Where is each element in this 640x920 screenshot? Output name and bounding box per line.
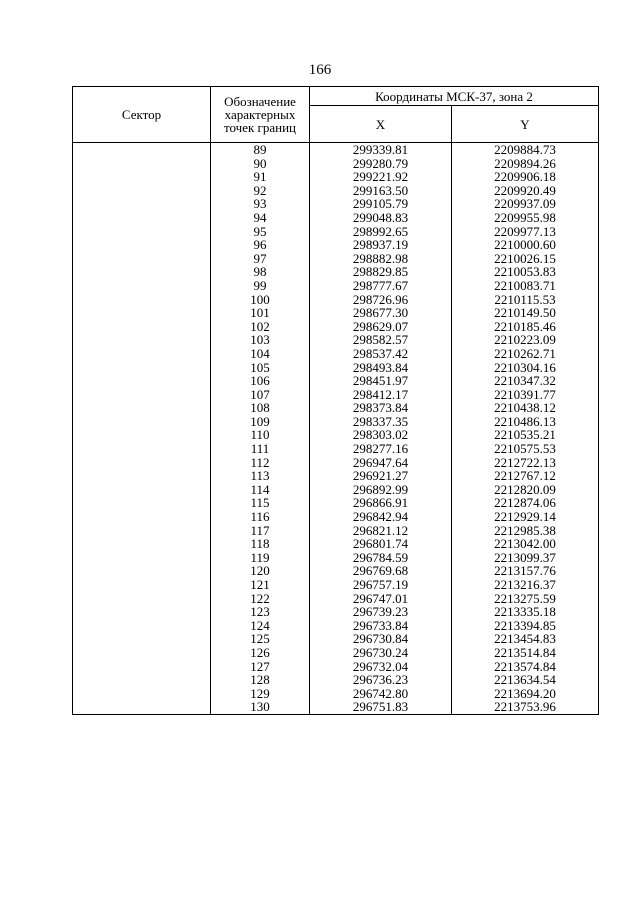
page-number: 166 xyxy=(308,62,332,78)
table-row xyxy=(73,687,599,701)
table-row xyxy=(73,320,599,334)
sector-header: Сектор xyxy=(73,87,211,143)
y-coordinate-cell: 2209955.98 xyxy=(452,211,599,225)
x-coordinate-cell: 298303.02 xyxy=(310,428,452,442)
x-coordinate-cell: 296769.68 xyxy=(310,564,452,578)
table-row xyxy=(73,619,599,633)
sector-cell xyxy=(73,184,211,198)
x-coordinate-cell: 299280.79 xyxy=(310,157,452,171)
x-coordinate-cell: 298451.97 xyxy=(310,374,452,388)
table-row xyxy=(73,306,599,320)
y-coordinate-cell: 2212929.14 xyxy=(452,510,599,524)
y-coordinate-cell: 2213157.76 xyxy=(452,564,599,578)
point-number-cell: 100 xyxy=(211,293,310,307)
point-number-cell: 129 xyxy=(211,687,310,701)
point-number-cell: 125 xyxy=(211,632,310,646)
x-coordinate-cell: 296736.23 xyxy=(310,673,452,687)
point-number-cell: 95 xyxy=(211,225,310,239)
table-row xyxy=(73,143,599,157)
point-number-cell: 109 xyxy=(211,415,310,429)
table-row xyxy=(73,279,599,293)
table-row xyxy=(73,415,599,429)
y-coordinate-cell: 2213216.37 xyxy=(452,578,599,592)
table-row xyxy=(73,592,599,606)
table-row xyxy=(73,157,599,171)
point-number-cell: 119 xyxy=(211,551,310,565)
table-row xyxy=(73,605,599,619)
sector-cell xyxy=(73,388,211,402)
point-number-cell: 114 xyxy=(211,483,310,497)
sector-cell xyxy=(73,415,211,429)
table-row xyxy=(73,197,599,211)
table-row xyxy=(73,211,599,225)
point-number-cell: 93 xyxy=(211,197,310,211)
table-row xyxy=(73,673,599,687)
x-coordinate-cell: 299105.79 xyxy=(310,197,452,211)
y-coordinate-cell: 2210391.77 xyxy=(452,388,599,402)
sector-cell xyxy=(73,333,211,347)
sector-cell xyxy=(73,469,211,483)
sector-cell xyxy=(73,619,211,633)
x-coordinate-cell: 296739.23 xyxy=(310,605,452,619)
point-number-cell: 106 xyxy=(211,374,310,388)
y-coordinate-cell: 2213753.96 xyxy=(452,700,599,714)
point-number-cell: 105 xyxy=(211,361,310,375)
point-number-cell: 99 xyxy=(211,279,310,293)
point-number-cell: 102 xyxy=(211,320,310,334)
table-row xyxy=(73,537,599,551)
y-coordinate-cell: 2212722.13 xyxy=(452,456,599,470)
x-header: X xyxy=(310,106,452,143)
point-number-cell: 94 xyxy=(211,211,310,225)
table-row xyxy=(73,578,599,592)
sector-cell xyxy=(73,442,211,456)
x-coordinate-cell: 296866.91 xyxy=(310,496,452,510)
y-header: Y xyxy=(452,106,599,143)
y-coordinate-cell: 2213394.85 xyxy=(452,619,599,633)
point-number-cell: 91 xyxy=(211,170,310,184)
table-row xyxy=(73,524,599,538)
x-coordinate-cell: 296733.84 xyxy=(310,619,452,633)
table-row xyxy=(73,442,599,456)
point-number-cell: 92 xyxy=(211,184,310,198)
point-number-cell: 103 xyxy=(211,333,310,347)
table-row xyxy=(73,252,599,266)
point-number-cell: 98 xyxy=(211,265,310,279)
point-number-cell: 127 xyxy=(211,660,310,674)
sector-cell xyxy=(73,238,211,252)
x-coordinate-cell: 296892.99 xyxy=(310,483,452,497)
table-row xyxy=(73,170,599,184)
table-row xyxy=(73,401,599,415)
sector-cell xyxy=(73,347,211,361)
x-coordinate-cell: 298677.30 xyxy=(310,306,452,320)
point-number-cell: 117 xyxy=(211,524,310,538)
point-number-cell: 89 xyxy=(211,143,310,157)
x-coordinate-cell: 296730.24 xyxy=(310,646,452,660)
y-coordinate-cell: 2210149.50 xyxy=(452,306,599,320)
point-number-cell: 112 xyxy=(211,456,310,470)
point-number-cell: 101 xyxy=(211,306,310,320)
designation-header-line: характерных xyxy=(224,107,296,122)
y-coordinate-cell: 2210575.53 xyxy=(452,442,599,456)
sector-cell xyxy=(73,578,211,592)
y-coordinate-cell: 2210304.16 xyxy=(452,361,599,375)
designation-header-line: Обозначение xyxy=(224,94,296,109)
sector-cell xyxy=(73,632,211,646)
sector-cell xyxy=(73,537,211,551)
point-number-cell: 124 xyxy=(211,619,310,633)
y-coordinate-cell: 2212820.09 xyxy=(452,483,599,497)
y-coordinate-cell: 2209894.26 xyxy=(452,157,599,171)
sector-cell xyxy=(73,306,211,320)
sector-cell xyxy=(73,428,211,442)
x-coordinate-cell: 296757.19 xyxy=(310,578,452,592)
x-coordinate-cell: 299048.83 xyxy=(310,211,452,225)
sector-cell xyxy=(73,700,211,714)
point-number-cell: 123 xyxy=(211,605,310,619)
table-row xyxy=(73,483,599,497)
x-coordinate-cell: 296732.04 xyxy=(310,660,452,674)
y-coordinate-cell: 2210000.60 xyxy=(452,238,599,252)
table-row xyxy=(73,551,599,565)
sector-cell xyxy=(73,592,211,606)
x-coordinate-cell: 296801.74 xyxy=(310,537,452,551)
x-coordinate-cell: 298412.17 xyxy=(310,388,452,402)
table-row xyxy=(73,333,599,347)
point-number-cell: 108 xyxy=(211,401,310,415)
x-coordinate-cell: 298493.84 xyxy=(310,361,452,375)
sector-cell xyxy=(73,197,211,211)
y-coordinate-cell: 2209937.09 xyxy=(452,197,599,211)
x-coordinate-cell: 298629.07 xyxy=(310,320,452,334)
sector-cell xyxy=(73,687,211,701)
sector-cell xyxy=(73,673,211,687)
table-row xyxy=(73,347,599,361)
sector-cell xyxy=(73,279,211,293)
y-coordinate-cell: 2210223.09 xyxy=(452,333,599,347)
y-coordinate-cell: 2210262.71 xyxy=(452,347,599,361)
sector-cell xyxy=(73,374,211,388)
sector-cell xyxy=(73,143,211,157)
y-coordinate-cell: 2213634.54 xyxy=(452,673,599,687)
sector-cell xyxy=(73,252,211,266)
point-number-cell: 104 xyxy=(211,347,310,361)
table-row xyxy=(73,184,599,198)
sector-cell xyxy=(73,496,211,510)
point-number-cell: 126 xyxy=(211,646,310,660)
y-coordinate-cell: 2212767.12 xyxy=(452,469,599,483)
table-row xyxy=(73,496,599,510)
sector-cell xyxy=(73,170,211,184)
x-coordinate-cell: 296747.01 xyxy=(310,592,452,606)
y-coordinate-cell: 2213335.18 xyxy=(452,605,599,619)
sector-cell xyxy=(73,483,211,497)
y-coordinate-cell: 2212985.38 xyxy=(452,524,599,538)
point-number-cell: 116 xyxy=(211,510,310,524)
y-coordinate-cell: 2210053.83 xyxy=(452,265,599,279)
x-coordinate-cell: 298882.98 xyxy=(310,252,452,266)
coordinates-header: Координаты МСК-37, зона 2 xyxy=(310,87,599,106)
point-number-cell: 122 xyxy=(211,592,310,606)
sector-cell xyxy=(73,211,211,225)
table-row xyxy=(73,660,599,674)
table-row xyxy=(73,456,599,470)
point-number-cell: 113 xyxy=(211,469,310,483)
sector-cell xyxy=(73,265,211,279)
sector-cell xyxy=(73,401,211,415)
x-coordinate-cell: 298537.42 xyxy=(310,347,452,361)
point-number-cell: 111 xyxy=(211,442,310,456)
table-row xyxy=(73,388,599,402)
point-number-cell: 96 xyxy=(211,238,310,252)
y-coordinate-cell: 2210185.46 xyxy=(452,320,599,334)
sector-cell xyxy=(73,524,211,538)
sector-cell xyxy=(73,320,211,334)
y-coordinate-cell: 2213574.84 xyxy=(452,660,599,674)
y-coordinate-cell: 2213454.83 xyxy=(452,632,599,646)
y-coordinate-cell: 2213694.20 xyxy=(452,687,599,701)
point-number-cell: 121 xyxy=(211,578,310,592)
table-row xyxy=(73,510,599,524)
table-row xyxy=(73,564,599,578)
x-coordinate-cell: 298992.65 xyxy=(310,225,452,239)
point-number-cell: 118 xyxy=(211,537,310,551)
x-coordinate-cell: 296921.27 xyxy=(310,469,452,483)
y-coordinate-cell: 2209920.49 xyxy=(452,184,599,198)
y-coordinate-cell: 2213099.37 xyxy=(452,551,599,565)
sector-cell xyxy=(73,510,211,524)
x-coordinate-cell: 296730.84 xyxy=(310,632,452,646)
x-coordinate-cell: 298937.19 xyxy=(310,238,452,252)
sector-cell xyxy=(73,660,211,674)
y-coordinate-cell: 2209906.18 xyxy=(452,170,599,184)
y-coordinate-cell: 2210026.15 xyxy=(452,252,599,266)
sector-cell xyxy=(73,361,211,375)
sector-cell xyxy=(73,551,211,565)
table-row xyxy=(73,225,599,239)
x-coordinate-cell: 298829.85 xyxy=(310,265,452,279)
y-coordinate-cell: 2213275.59 xyxy=(452,592,599,606)
point-number-cell: 110 xyxy=(211,428,310,442)
x-coordinate-cell: 298777.67 xyxy=(310,279,452,293)
x-coordinate-cell: 299221.92 xyxy=(310,170,452,184)
x-coordinate-cell: 296784.59 xyxy=(310,551,452,565)
table-row xyxy=(73,469,599,483)
y-coordinate-cell: 2210115.53 xyxy=(452,293,599,307)
table-row xyxy=(73,428,599,442)
table-row xyxy=(73,361,599,375)
x-coordinate-cell: 298337.35 xyxy=(310,415,452,429)
y-coordinate-cell: 2209977.13 xyxy=(452,225,599,239)
table-row xyxy=(73,632,599,646)
sector-cell xyxy=(73,646,211,660)
sector-cell xyxy=(73,293,211,307)
x-coordinate-cell: 298726.96 xyxy=(310,293,452,307)
table-row xyxy=(73,700,599,714)
coordinates-table xyxy=(72,86,599,715)
sector-cell xyxy=(73,456,211,470)
y-coordinate-cell: 2210438.12 xyxy=(452,401,599,415)
table-row xyxy=(73,238,599,252)
sector-cell xyxy=(73,225,211,239)
designation-header xyxy=(211,87,310,143)
sector-cell xyxy=(73,605,211,619)
y-coordinate-cell: 2210535.21 xyxy=(452,428,599,442)
y-coordinate-cell: 2209884.73 xyxy=(452,143,599,157)
y-coordinate-cell: 2212874.06 xyxy=(452,496,599,510)
point-number-cell: 107 xyxy=(211,388,310,402)
y-coordinate-cell: 2210083.71 xyxy=(452,279,599,293)
x-coordinate-cell: 298582.57 xyxy=(310,333,452,347)
sector-cell xyxy=(73,157,211,171)
table-row xyxy=(73,646,599,660)
point-number-cell: 97 xyxy=(211,252,310,266)
table-row xyxy=(73,374,599,388)
x-coordinate-cell: 299163.50 xyxy=(310,184,452,198)
point-number-cell: 90 xyxy=(211,157,310,171)
table-row xyxy=(73,265,599,279)
sector-cell xyxy=(73,564,211,578)
x-coordinate-cell: 296751.83 xyxy=(310,700,452,714)
point-number-cell: 115 xyxy=(211,496,310,510)
table-row xyxy=(73,293,599,307)
x-coordinate-cell: 296742.80 xyxy=(310,687,452,701)
point-number-cell: 120 xyxy=(211,564,310,578)
point-number-cell: 130 xyxy=(211,700,310,714)
point-number-cell: 128 xyxy=(211,673,310,687)
x-coordinate-cell: 298373.84 xyxy=(310,401,452,415)
x-coordinate-cell: 296947.64 xyxy=(310,456,452,470)
y-coordinate-cell: 2213514.84 xyxy=(452,646,599,660)
x-coordinate-cell: 299339.81 xyxy=(310,143,452,157)
designation-header-line: точек границ xyxy=(223,120,297,135)
x-coordinate-cell: 298277.16 xyxy=(310,442,452,456)
x-coordinate-cell: 296821.12 xyxy=(310,524,452,538)
x-coordinate-cell: 296842.94 xyxy=(310,510,452,524)
y-coordinate-cell: 2210347.32 xyxy=(452,374,599,388)
y-coordinate-cell: 2210486.13 xyxy=(452,415,599,429)
y-coordinate-cell: 2213042.00 xyxy=(452,537,599,551)
